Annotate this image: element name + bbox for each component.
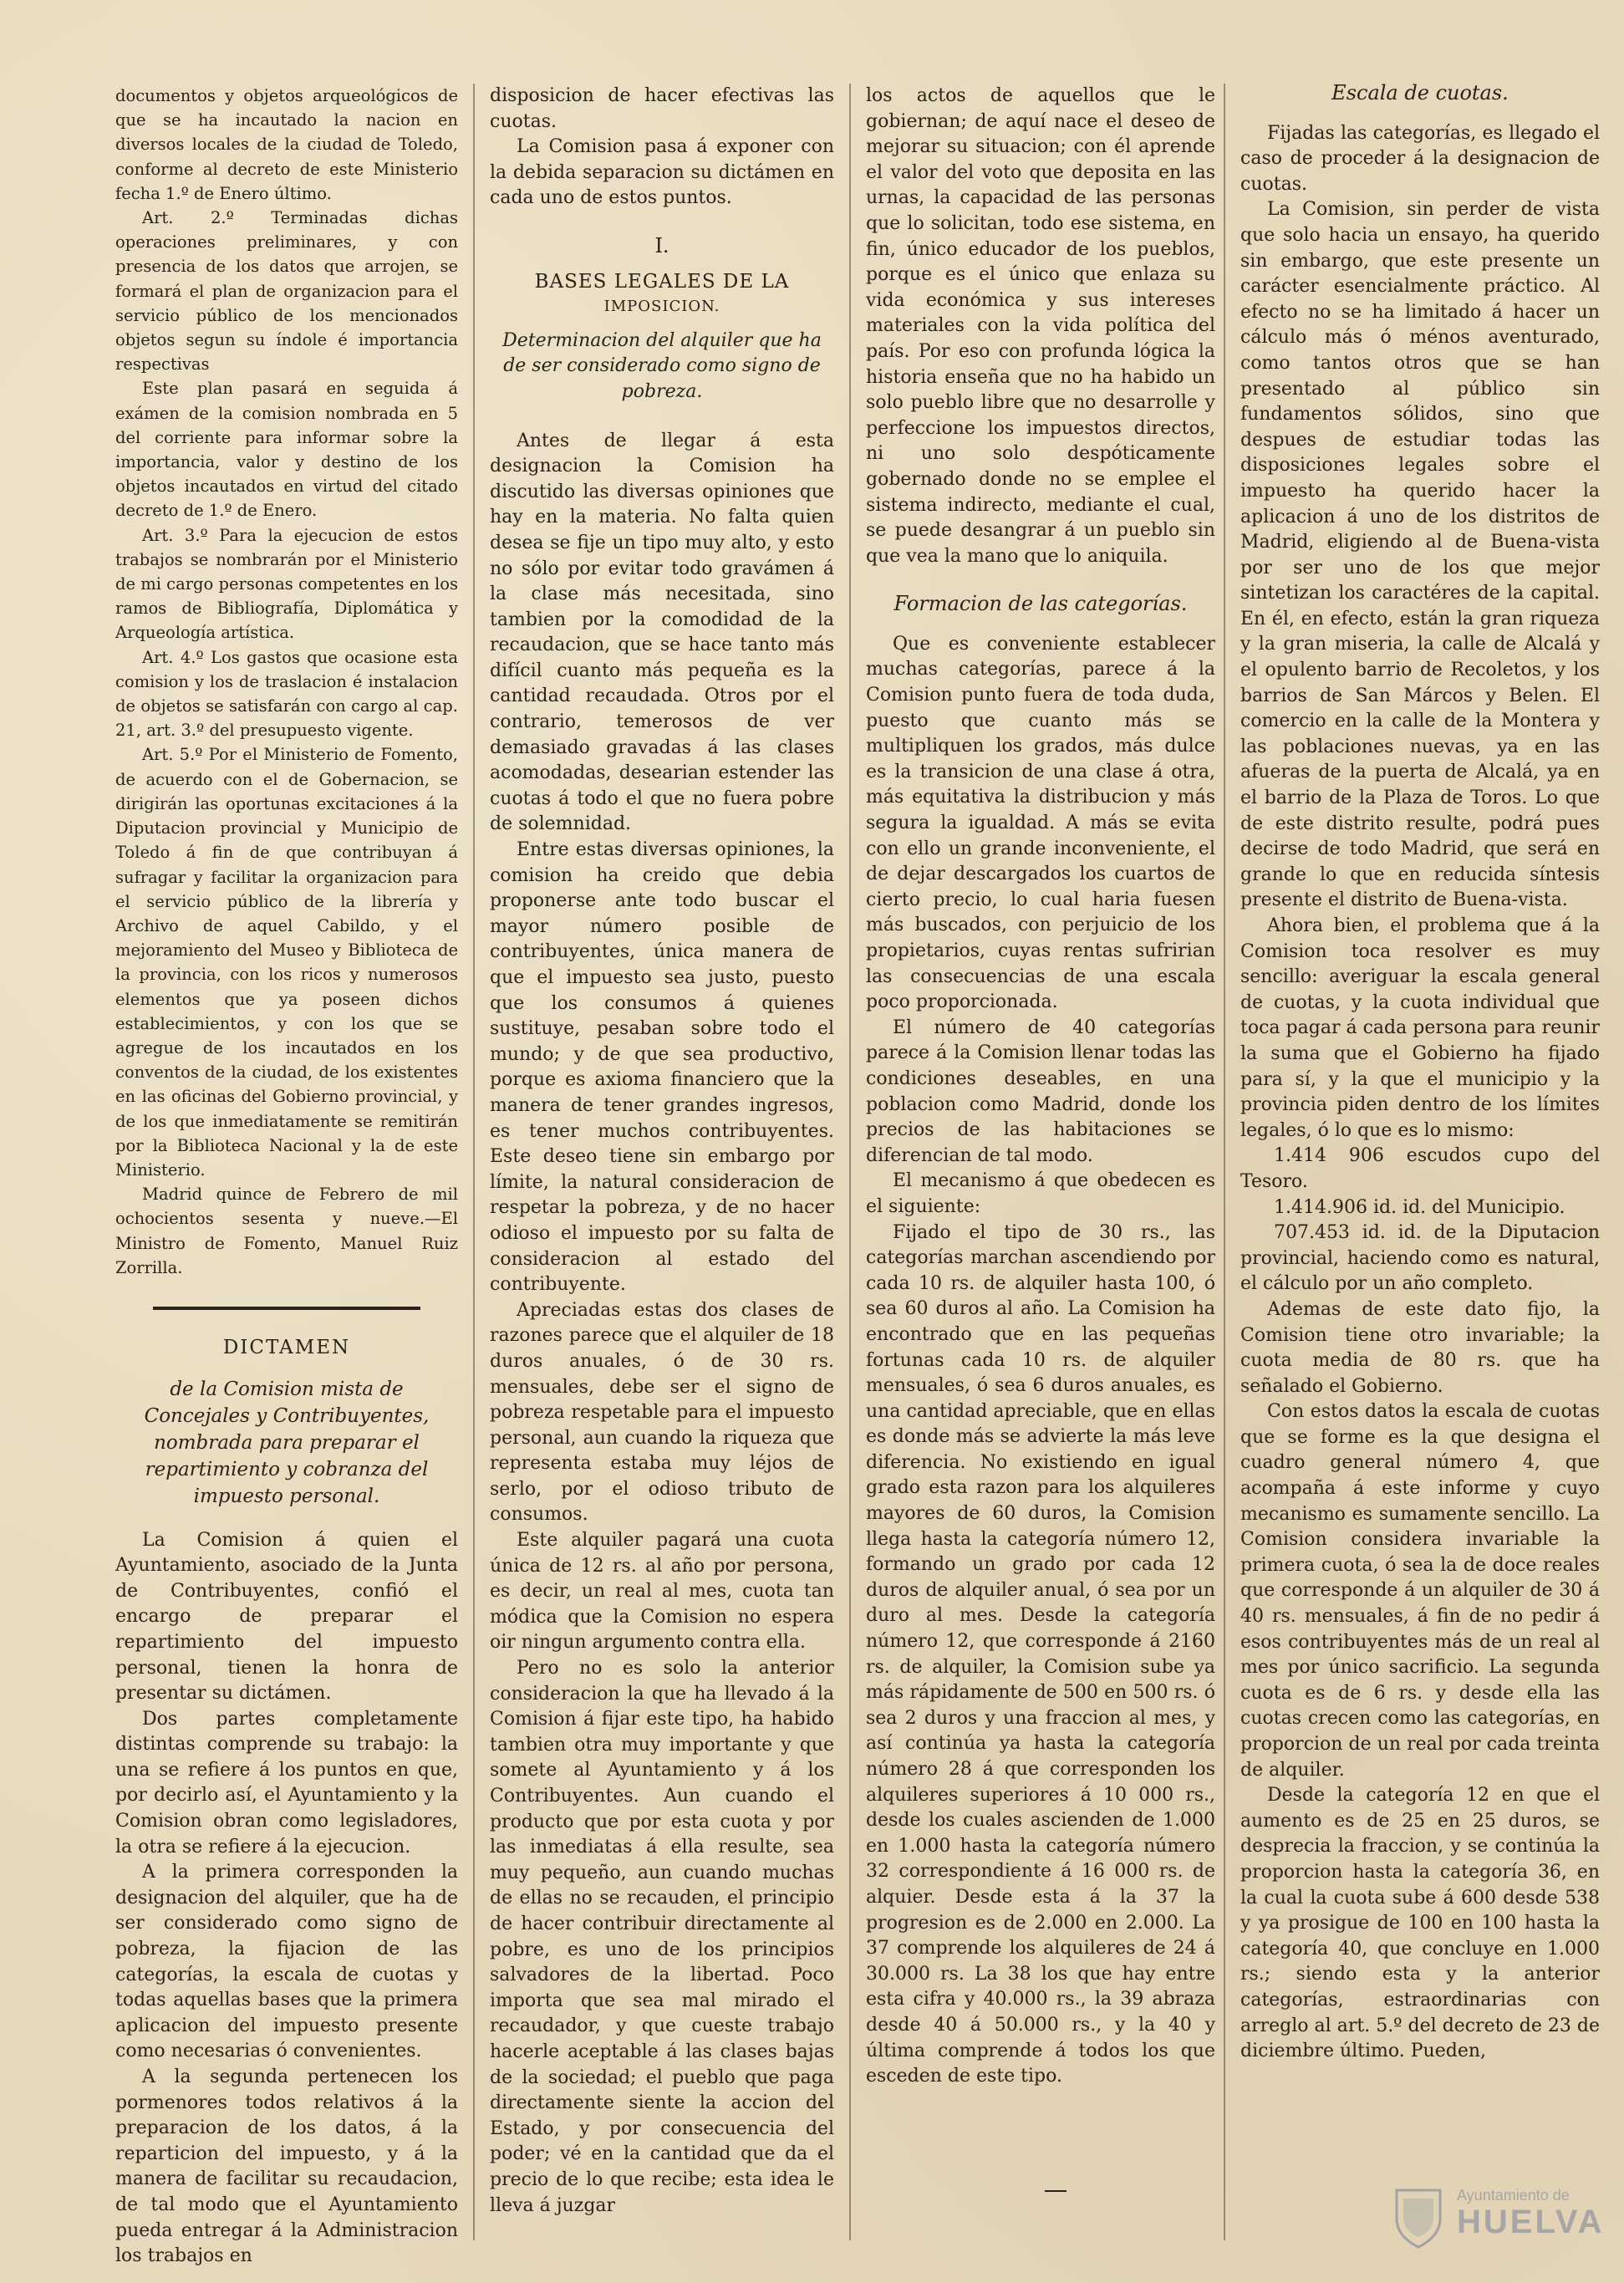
column-1	[115, 84, 458, 2267]
column-rule	[473, 84, 475, 2240]
paragraph: Fijado el tipo de 30 rs., las categorías marchan ascendiendo por cada 10 rs. de alquiler hasta 100, ó sea 60 duros al año. La Comision ha encontrado que en las pequeñas fortunas cada 10 rs. de alquiler mensuales, ó sea 6 duros anuales, es una cantidad apreciable, que en ellas es donde más se advierte la más leve diferencia. No existiendo en igual grado esta razon para los alquileres mayores de 60 duros, la Comision llega hasta la categoría número 12, formando un grado por cada 12 duros de alquiler anual, ó sea por un duro al mes. Desde la categoría número 12, que corresponde á 2160 rs. de alquiler, la Comision sube ya más rápidamente de 500 en 500 rs. ó sea 2 duros y una fraccion al mes, y así continúa ya hasta la categoría número 28 á que corresponden los alquileres superiores á 10 000 rs., desde los cuales ascienden de 1.000 en 1.000 hasta la categoría número 32 correspondiente á 16 000 rs. de alquier. Desde esta á la 37 la progresion es de 2.000 en 2.000. La 37 comprende los alquileres de 24 á 30.000 rs. La 38 los que hay entre esta cifra y 40.000 rs., la 39 abraza desde 40 á 50.000 rs., y la 40 y última comprende á todos los que esceden de este tipo.	[866, 1221, 1215, 2087]
decree-signature: Madrid quince de Febrero de mil ochocientos sesenta y nueve.—El Ministro de Fomento, Manuel Ruiz Zorrilla.	[115, 1185, 458, 1277]
paragraph: Apreciadas estas dos clases de razones parece que el alquiler de 18 duros anuales, ó de 30 rs. mensuales, debe ser el signo de pobreza respetable para el impuesto personal, aun cuando la riqueza que representa estaba muy léjos de serlo, por el odioso tributo de consumos.	[490, 1299, 834, 1526]
decree-article-5: Art. 5.º Por el Ministerio de Fomento, de acuerdo con el de Gobernacion, se dirigirán las oportunas excitaciones á la Diputacion provincial y Municipio de Toledo á fin de que contribuyan á sufragar y facilitar la organizacion para el servicio público de la librería y Archivo de aquel Cabildo, y el mejoramiento del Museo y Biblioteca de la provincia, con los ricos y numerosos elementos que ya poseen dichos establecimientos, y con los que se agregue de los incautados en los conventos de la ciudad, de los existentes en las oficinas del Gobierno provincial, y de los que inmediatamente se remitirán por la Biblioteca Nacional y la de este Ministerio.	[115, 745, 458, 1180]
end-mark	[1045, 2190, 1067, 2192]
section-heading: BASES LEGALES DE LA	[534, 270, 790, 293]
quota-line: 707.453 id. id. de la Diputacion provincial, haciendo como es natural, el cálculo por un año completo.	[1240, 1222, 1600, 1295]
paragraph: Este alquiler pagará una cuota única de 12 rs. al año por persona, es decir, un real al mes, cuota tan módica que la Comision no espera oir ningun argumento contra ella.	[490, 1530, 834, 1654]
section-heading-sub: IMPOSICION.	[603, 298, 720, 316]
paragraph: La Comision á quien el Ayuntamiento, asociado de la Junta de Contribuyentes, confió el encargo de preparar el repartimiento del impuesto personal, tienen la honra de presentar su dictámen.	[115, 1529, 458, 1705]
dictamen-subtitle: de la Comision mista de Concejales y Contribuyentes, nombrada para preparar el repartimiento y cobranza del impuesto personal.	[144, 1378, 430, 1507]
paragraph: A la segunda pertenecen los pormenores todos relativos á la preparacion de los datos, á la reparticion del impuesto, y á la manera de facilitar su recaudacion, de tal modo que el Ayuntamiento pueda entregar á la Administracion los trabajos en	[115, 2066, 458, 2267]
paragraph: Fijadas las categorías, es llegado el caso de proceder á la designacion de cuotas.	[1240, 122, 1600, 195]
paragraph: La Comision pasa á exponer con la debida separacion su dictámen en cada uno de estos puntos.	[490, 136, 834, 209]
paragraph: Ahora bien, el problema que á la Comision toca resolver es muy sencillo: averiguar la escala general de cuotas, y la cuota individual que toca pagar á cada persona para reunir la suma que el Gobierno ha fijado para sí, y la que el municipio y la provincia piden dentro de los límites legales, ó lo que es lo mismo:	[1240, 915, 1600, 1141]
quota-line: 1.414 906 escudos cupo del Tesoro.	[1240, 1145, 1600, 1192]
dictamen-heading: DICTAMEN	[222, 1336, 351, 1358]
paragraph: Pero no es solo la anterior consideracion la que ha llevado á la Comision á fijar este tipo, ha habido tambien otra muy importante y que somete al Ayuntamiento y á los Contribuyentes. Aun cuando el producto que por esta cuota y por las inmediatas á ella resulte, sea muy pequeño, aun cuando muchas de ellas no se recauden, el principio de hacer contribuir directamente al pobre, es uno de los principios salvadores de la libertad. Poco importa que sea mal mirado el recaudador, y que cueste trabajo hacerle aceptable á las clases bajas de la sociedad; el pueblo que paga directamente siente la accion del Estado, y por consecuencia del poder; vé en la cantidad que da el precio de lo que recibe; esta idea le lleva á juzgar	[490, 1658, 834, 2216]
paragraph: El número de 40 categorías parece á la Comision llenar todas las condiciones deseables, en una poblacion como Madrid, donde los precios de las habitaciones se diferencian de tal modo.	[866, 1017, 1215, 1166]
section-subtitle: Determinacion del alquiler que ha de ser considerado como signo de pobreza.	[502, 329, 822, 402]
decree-text: documentos y objetos arqueológicos de que se ha incautado la nacion en diversos locales de la ciudad de Toledo, conforme al decreto de este Ministerio fecha 1.º de Enero último.	[115, 86, 458, 203]
paragraph: los actos de aquellos que le gobiernan; de aquí nace el deseo de mejorar su situacion; con él aprende el valor del voto que deposita en las urnas, la capacidad de las personas que lo solicitan, todo ese sistema, en fin, único educador de los pueblos, porque es el único que enlaza su vida económica y sus intereses materiales con la vida política del país. Por eso con profunda lógica la historia enseña que no ha habido un solo pueblo libre que no desarrolle y perfeccione los impuestos directos, ni uno solo despóticamente gobernado donde no se emplee el sistema indirecto, mediante el cual, se puede desangrar á un pueblo sin que vea la mano que lo aniquila.	[866, 85, 1215, 567]
column-3	[866, 84, 1215, 2249]
decree-article-4: Art. 4.º Los gastos que ocasione esta comision y los de traslacion é instalacion de objetos se satisfarán con cargo al cap. 21, art. 3.º del presupuesto vigente.	[115, 647, 458, 741]
paragraph: Dos partes completamente distintas comprende su trabajo: la una se refiere á los puntos en que, por decirlo así, el Ayuntamiento y la Comision obran como legisladores, la otra se refiere á la ejecucion.	[115, 1708, 458, 1857]
paragraph: Ademas de este dato fijo, la Comision tiene otro invariable; la cuota media de 80 rs. que ha señalado el Gobierno.	[1240, 1298, 1600, 1397]
column-2	[490, 84, 834, 2249]
paragraph: Desde la categoría 12 en que el aumento es de 25 en 25 duros, se desprecia la fraccion, y se continúa la proporcion hasta la categoría 36, en la cual la cuota sube á 600 desde 538 y ya prosigue de 100 en 100 hasta la categoría 40, que concluye en 1.000 rs.; siendo esta y la anterior categorías, estraordinarias con arreglo al art. 5.º del decreto de 23 de diciembre último. Pueden,	[1240, 1785, 1600, 2062]
column-rule	[849, 84, 851, 2240]
paragraph: Antes de llegar á esta designacion la Comision ha discutido las diversas opiniones que hay en la materia. No falta quien desea se fije un tipo muy alto, y esto no sólo por evitar todo gravámen á la clase más necesitada, sino tambien por la comodidad de la recaudacion, que se hace tanto más difícil cuanto más pequeña es la cantidad recaudada. Otros por el contrario, temerosos de ver demasiado gravadas á las clases acomodadas, desearian estender las cuotas á todo el que no fuera pobre de solemnidad.	[490, 430, 834, 835]
coat-of-arms-icon	[1392, 2185, 1445, 2249]
paragraph: La Comision, sin perder de vista que solo hacia un ensayo, ha querido sin embargo, que este presente un carácter esencialmente práctico. Al efecto no se ha limitado á hacer un cálculo más ó ménos aventurado, como tantos otros que se han presentado al público sin fundamentos sólidos, sino que despues de estudiar todas las disposiciones legales sobre el impuesto ha querido hacer la aplicacion á uno de los distritos de Madrid, eligiendo al de Buena-vista por ser uno de los que mejor sintetizan los caractéres de la capital. En él, en efecto, están la gran riqueza y la gran miseria, la calle de Alcalá y el opulento barrio de Recoletos, y los barrios de San Márcos y Belen. El comercio en la calle de la Montera y las poblaciones nuevas, ya en las afueras de la puerta de Alcalá, ya en el barrio de la Plaza de Toros. Lo que de este distrito resulte, podrá pues decirse de todo Madrid, que será en grande lo que en reducida síntesis presente el distrito de Buena-vista.	[1240, 199, 1600, 911]
paragraph: El mecanismo á que obedecen es el siguiente:	[866, 1170, 1215, 1217]
decree-article-3: Art. 3.º Para la ejecucion de estos trabajos se nombrarán por el Ministerio de mi cargo personas competentes en los ramos de Bibliografía, Diplomática y Arqueología artística.	[115, 525, 458, 643]
paragraph: disposicion de hacer efectivas las cuotas.	[490, 85, 834, 132]
section-title: Formacion de las categorías.	[893, 592, 1188, 616]
paragraph: Entre estas diversas opiniones, la comision ha creido que debia proponerse ante todo buscar el mayor número posible de contribuyentes, única manera de que el impuesto sea justo, puesto que los consumos á quienes sustituye, pesaban sobre todo el mundo; y de que sea productivo, porque es axioma financiero que la manera de tener grandes ingresos, es tener muchos contribuyentes. Este deseo tiene sin embargo por límite, la natural consideracion de respetar la pobreza, y de no hacer odioso el impuesto por su falta de consideracion al estado del contribuyente.	[490, 839, 834, 1296]
paragraph: A la primera corresponden la designacion del alquiler, que ha de ser considerado como signo de pobreza, la fijacion de las categorías, la escala de cuotas y todas aquellas bases que la primera aplicacion del impuesto presente como necesarias ó convenientes.	[115, 1862, 458, 2062]
column-rule	[1224, 84, 1225, 2240]
paragraph: Con estos datos la escala de cuotas que se forme es la que designa el cuadro general número 4, que acompaña á este informe y cuyo mecanismo es sumamente sencillo. La Comision considera invariable la primera cuota, ó sea la de doce reales que corresponde á un alquiler de 30 á 40 rs. mensuales, á fin de no pedir á esos contribuyentes más de un real al mes por único sacrificio. La segunda cuota es de 6 rs. y desde ella las cuotas crecen como las categorías, en proporcion de un real por cada treinta de alquiler.	[1240, 1401, 1600, 1781]
watermark-text: HUELVA	[1457, 2204, 1605, 2240]
decree-article-2: Art. 2.º Terminadas dichas operaciones preliminares, y con presencia de los datos que arrojen, se formará el plan de organizacion para el servicio público de los mencionados objetos segun su índole é importancia respectivas	[115, 208, 458, 375]
section-title: Escala de cuotas.	[1331, 81, 1509, 104]
column-4	[1240, 81, 1600, 2249]
section-number: I.	[654, 233, 669, 257]
quota-line: 1.414.906 id. id. del Municipio.	[1274, 1196, 1565, 1218]
watermark-subtext: Ayuntamiento de	[1457, 2187, 1570, 2204]
section-divider	[153, 1307, 420, 1310]
paragraph: Que es conveniente establecer muchas categorías, parece á la Comision punto fuera de toda duda, puesto que cuanto más se multipliquen los grados, más dulce es la transicion de una clase á otra, más equitativa la distribucion y más segura la igualdad. A más se evita con ello un grande inconveniente, el de dejar descargados los cuartos de cierto precio, lo cual haria fuesen más buscados, con perjuicio de los propietarios, cuyas rentas sufririan las consecuencias de una escala poco proporcionada.	[866, 633, 1215, 1013]
decree-text: Este plan pasará en seguida á exámen de la comision nombrada en 5 del corriente para informar sobre la importancia, valor y destino de los objetos incautados en virtud del citado decreto de 1.º de Enero.	[115, 379, 458, 521]
archive-watermark	[1392, 2180, 1605, 2254]
